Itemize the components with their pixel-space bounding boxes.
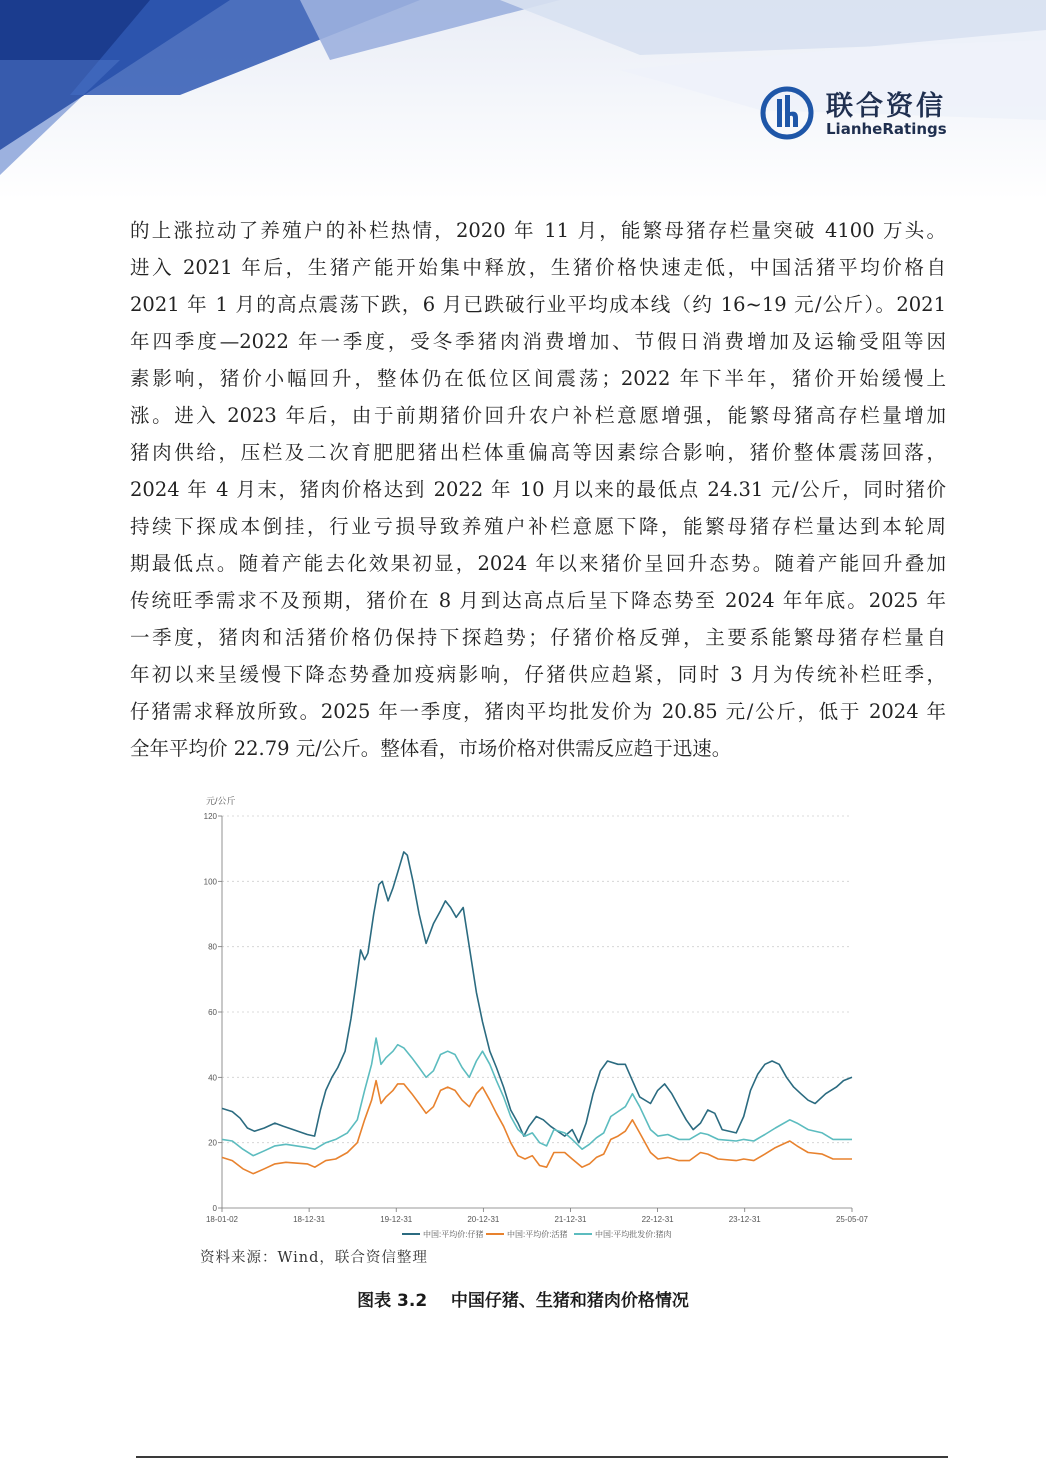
y-tick-label: 80	[208, 942, 217, 952]
figure-caption: 图表 3.2 中国仔猪、生猪和猪肉价格情况	[357, 1291, 689, 1311]
y-tick-label: 20	[208, 1138, 217, 1148]
body-paragraph	[130, 212, 946, 767]
legend-label: 中国:平均批发价:猪肉	[595, 1230, 672, 1239]
y-tick-label: 0	[212, 1204, 217, 1213]
body-line: 猪肉供给，压栏及二次育肥肥猪出栏体重偏高等因素综合影响，猪价整体震荡回落，	[130, 441, 946, 464]
x-tick-label: 20-12-31	[467, 1215, 500, 1224]
y-tick-label: 120	[203, 812, 217, 821]
source-note: 资料来源：Wind，联合资信整理	[200, 1250, 428, 1266]
price-line-chart	[196, 792, 886, 1248]
body-line: 的上涨拉动了养殖户的补栏热情，2020 年 11 月，能繁母猪存栏量突破 4100 万头。	[130, 219, 946, 242]
x-tick-label: 18-01-02	[205, 1215, 239, 1224]
logo-english-name: LianheRatings	[826, 120, 947, 138]
x-tick-label: 21-12-31	[554, 1215, 587, 1224]
body-line: 一季度，猪肉和活猪价格仍保持下探趋势；仔猪价格反弹，主要系能繁母猪存栏量自	[130, 626, 946, 649]
x-tick-label: 23-12-31	[728, 1215, 761, 1224]
brand-logo	[760, 84, 960, 144]
y-axis-unit-label: 元/公斤	[206, 796, 236, 806]
body-line: 期最低点。随着产能去化效果初显，2024 年以来猪价呈回升态势。随着产能回升叠加	[130, 552, 946, 575]
body-line: 涨。进入 2023 年后，由于前期猪价回升农户补栏意愿增强，能繁母猪高存栏量增加	[130, 404, 946, 427]
body-line: 2021 年 1 月的高点震荡下跌，6 月已跌破行业平均成本线（约 16~19 元/公斤）。2021	[130, 293, 946, 316]
x-tick-label: 22-12-31	[641, 1215, 674, 1224]
y-tick-label: 60	[208, 1008, 217, 1017]
body-line: 素影响，猪价小幅回升，整体仍在低位区间震荡；2022 年下半年，猪价开始缓慢上	[130, 367, 946, 390]
series-line-3	[222, 1038, 852, 1156]
footer-divider	[136, 1456, 948, 1458]
lianhe-logo-icon	[760, 86, 814, 140]
body-line: 进入 2021 年后，生猪产能开始集中释放，生猪价格快速走低，中国活猪平均价格自	[130, 256, 946, 279]
body-line: 年四季度—2022 年一季度，受冬季猪肉消费增加、节假日消费增加及运输受阻等因	[130, 330, 946, 353]
legend-label: 中国:平均价:活猪	[507, 1230, 568, 1239]
body-line: 全年平均价 22.79 元/公斤。整体看，市场价格对供需反应趋于迅速。	[130, 737, 732, 760]
body-line: 持续下探成本倒挂，行业亏损导致养殖户补栏意愿下降，能繁母猪存栏量达到本轮周	[130, 515, 946, 538]
x-tick-label: 25-05-07	[835, 1215, 869, 1224]
body-line: 传统旺季需求不及预期，猪价在 8 月到达高点后呈下降态势至 2024 年年底。2025 年	[130, 589, 946, 612]
x-tick-label: 19-12-31	[380, 1215, 413, 1224]
y-tick-label: 100	[203, 877, 217, 887]
x-tick-label: 18-12-31	[293, 1215, 326, 1224]
legend-label: 中国:平均价:仔猪	[423, 1230, 484, 1239]
body-line: 年初以来呈缓慢下降态势叠加疫病影响，仔猪供应趋紧，同时 3 月为传统补栏旺季，	[130, 663, 946, 686]
series-line-1	[222, 852, 852, 1143]
body-line: 仔猪需求释放所致。2025 年一季度，猪肉平均批发价为 20.85 元/公斤，低于 2024 年	[130, 700, 946, 723]
body-line: 2024 年 4 月末，猪肉价格达到 2022 年 10 月以来的最低点 24.31 元/公斤，同时猪价	[130, 478, 946, 501]
y-tick-label: 40	[208, 1073, 217, 1083]
logo-chinese-name: 联合资信	[826, 91, 946, 122]
